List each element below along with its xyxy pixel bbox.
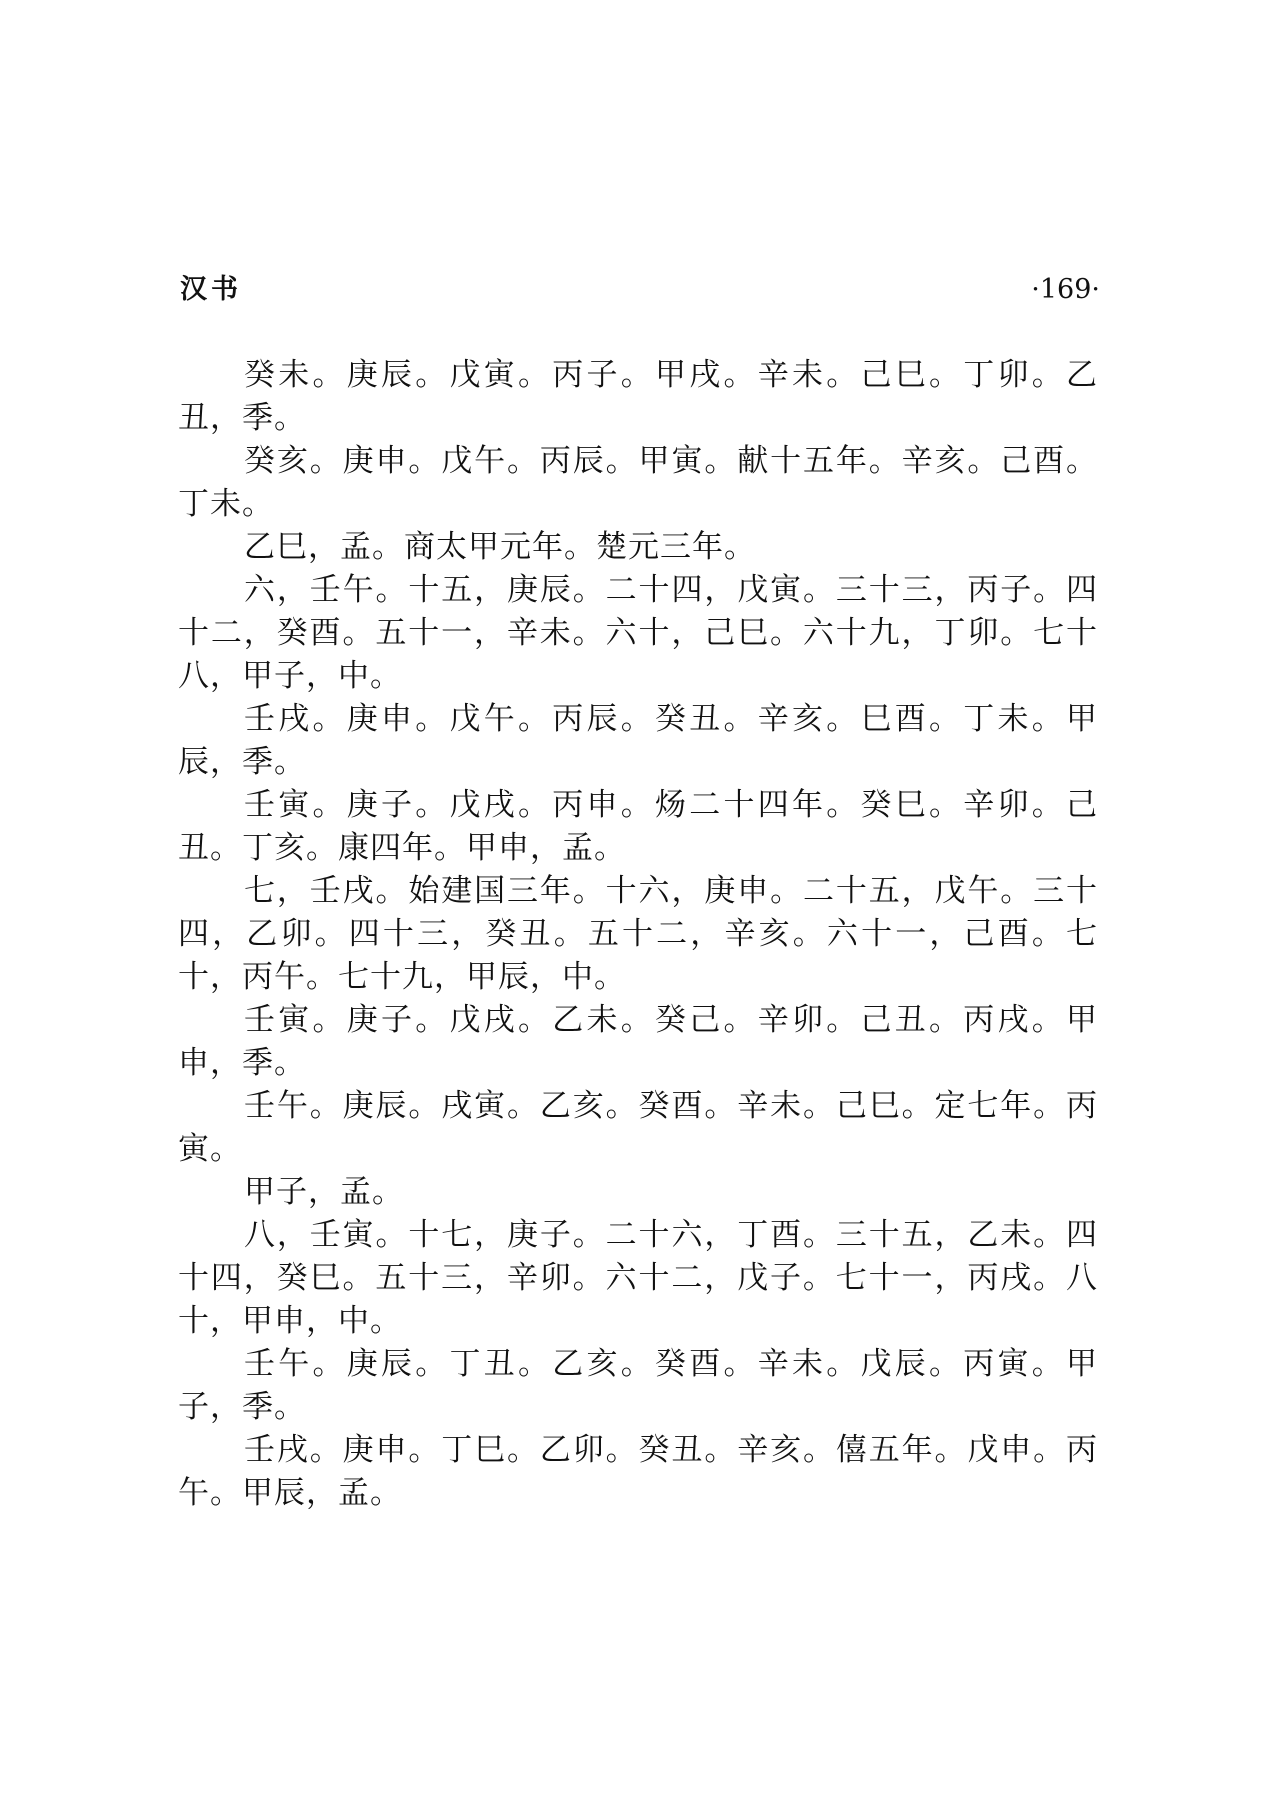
paragraph: 壬午。庚辰。丁丑。乙亥。癸酉。辛未。戊辰。丙寅。甲子，季。 bbox=[178, 1346, 1098, 1425]
paragraph: 壬寅。庚子。戊戌。丙申。炀二十四年。癸巳。辛卯。己丑。丁亥。康四年。甲申，孟。 bbox=[178, 787, 1098, 866]
paragraph: 壬寅。庚子。戊戌。乙未。癸己。辛卯。己丑。丙戌。甲申，季。 bbox=[178, 1002, 1098, 1081]
paragraph: 乙巳，孟。商太甲元年。楚元三年。 bbox=[244, 529, 756, 565]
page-number: ·169· bbox=[1031, 274, 1100, 305]
paragraph: 八，壬寅。十七，庚子。二十六，丁酉。三十五，乙未。四十四，癸巳。五十三，辛卯。六十二，戊子。七十一，丙戌。八十，甲申，中。 bbox=[178, 1217, 1098, 1339]
running-header bbox=[180, 268, 1100, 312]
paragraph: 甲子，孟。 bbox=[244, 1174, 404, 1210]
paragraph: 壬戌。庚申。戊午。丙辰。癸丑。辛亥。巳酉。丁未。甲辰，季。 bbox=[178, 701, 1098, 780]
book-title: 汉书 bbox=[180, 274, 242, 305]
paragraph: 六，壬午。十五，庚辰。二十四，戊寅。三十三，丙子。四十二，癸酉。五十一，辛未。六十，己巳。六十九，丁卯。七十八，甲子，中。 bbox=[178, 572, 1098, 694]
paragraph: 壬戌。庚申。丁巳。乙卯。癸丑。辛亥。僖五年。戊申。丙午。甲辰，孟。 bbox=[178, 1432, 1098, 1511]
paragraph: 七，壬戌。始建国三年。十六，庚申。二十五，戊午。三十四，乙卯。四十三，癸丑。五十二，辛亥。六十一，己酉。七十，丙午。七十九，甲辰，中。 bbox=[178, 873, 1098, 995]
paragraph: 癸未。庚辰。戊寅。丙子。甲戌。辛未。己巳。丁卯。乙丑，季。 bbox=[178, 357, 1098, 436]
paragraph: 壬午。庚辰。戌寅。乙亥。癸酉。辛未。己巳。定七年。丙寅。 bbox=[178, 1088, 1098, 1167]
body-text bbox=[178, 354, 1098, 1515]
paragraph: 癸亥。庚申。戊午。丙辰。甲寅。献十五年。辛亥。己酉。丁未。 bbox=[178, 443, 1098, 522]
